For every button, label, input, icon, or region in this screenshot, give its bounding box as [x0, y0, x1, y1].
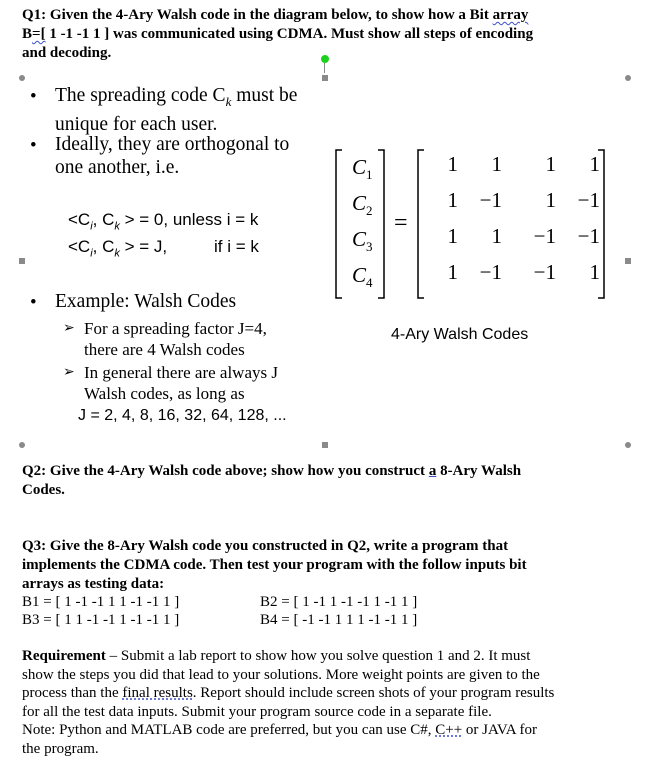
matrix-cell: 1 [589, 260, 600, 284]
bullet-icon: • [30, 86, 37, 107]
bit-array-b4: B4 = [ -1 -1 1 1 1 -1 -1 1 ] [260, 612, 418, 628]
bullet-orthogonal [55, 133, 289, 179]
bullet-spreading-code [55, 84, 297, 136]
requirement-paragraph [22, 647, 637, 758]
formula-2-right: > = J, [119, 237, 168, 256]
q2-line-1: Q2: Give the 4-Ary Walsh code above; show how you construct [22, 463, 429, 479]
sub1-line-1: For a spreading factor J=4, [84, 319, 267, 338]
formula-1-mid: , C [92, 210, 115, 229]
bullet-icon: • [30, 135, 37, 156]
final-results-word: final results [122, 685, 193, 701]
resize-handle-top[interactable] [322, 75, 328, 81]
bit-array-b2: B2 = [ 1 -1 1 -1 -1 1 -1 1 ] [260, 594, 418, 610]
matrix-cell: 1 [545, 188, 556, 212]
matrix-cell: 1 [447, 152, 458, 176]
matrix-cell: −1 [479, 188, 502, 212]
bit-array-b1: B1 = [ 1 -1 -1 1 1 -1 -1 1 ] [22, 594, 180, 610]
matrix-cell: 1 [491, 224, 502, 248]
q1-line-3: and decoding. [22, 45, 112, 61]
formula-2-sub-k: k [114, 247, 120, 260]
code-bracket-right [378, 150, 384, 298]
requirement-line-1: – Submit a lab report to show how you solve question 1 and 2. It must [105, 648, 531, 664]
sub2-line-2: Walsh codes, as long as [84, 384, 245, 403]
bullet-icon: • [30, 292, 37, 313]
requirement-line-3-pre: process than the [22, 685, 123, 701]
formula-orthogonal [68, 210, 258, 232]
matrix-cell: 1 [447, 224, 458, 248]
rotation-handle[interactable] [321, 55, 329, 63]
bullet-1-line-2: unique for each user. [55, 113, 218, 135]
formula-equal [68, 237, 167, 259]
matrix-cell: −1 [479, 260, 502, 284]
matrix-cell: 1 [447, 188, 458, 212]
matrix-cell: −1 [533, 260, 556, 284]
matrix-cell: 1 [491, 152, 502, 176]
matrix-cell: 1 [447, 260, 458, 284]
requirement-line-6: the program. [22, 740, 99, 757]
matrix-cell: −1 [533, 224, 556, 248]
bullet-1-line-1: The spreading code C [55, 85, 226, 106]
cpp-word: C++ [435, 722, 463, 738]
q3-line-3: arrays as testing data: [22, 576, 165, 592]
question-1 [22, 6, 622, 63]
sub2-line-3: J = 2, 4, 8, 16, 32, 64, 128, ... [78, 407, 287, 424]
q2-line-2: Codes. [22, 482, 65, 498]
formula-1-left: <C [68, 210, 91, 229]
sub-bullet-spreading-factor [84, 318, 267, 360]
requirement-line-3-post: . Report should include screen shots of your program results [192, 685, 555, 701]
bullet-2-line-1: Ideally, they are orthogonal to [55, 134, 290, 155]
matrix-caption: 4-Ary Walsh Codes [391, 326, 529, 343]
bit-array-b3: B3 = [ 1 1 -1 -1 1 -1 -1 1 ] [22, 612, 180, 628]
q3-line-2: implements the CDMA code. Then test your program with the follow inputs bit [22, 557, 527, 573]
matrix-cell: −1 [577, 188, 600, 212]
requirement-line-2: show the steps you did that lead to your solutions. More weight points are given to the [22, 666, 540, 683]
sub-bullet-general [84, 362, 278, 404]
formula-1-right: > = 0, unless i = k [119, 210, 259, 229]
formula-1-sub-i: i [90, 220, 93, 233]
resize-handle-top-left[interactable] [19, 75, 25, 81]
code-c1: $C_1$ [352, 155, 373, 183]
formula-1-sub-k: k [114, 220, 120, 233]
matrix-cell: 1 [545, 152, 556, 176]
example-title: Example: Walsh Codes [55, 291, 237, 312]
code-c4: $C_4$ [352, 263, 373, 291]
resize-handle-bottom[interactable] [322, 442, 328, 448]
sub1-line-2: there are 4 Walsh codes [84, 340, 245, 359]
requirement-line-5-post: or JAVA for [462, 722, 538, 738]
formula-2-condition: if i = k [214, 237, 259, 256]
requirement-line-5-pre: Note: Python and MATLAB code are preferred, but you can use C#, [22, 722, 436, 738]
arrow-bullet-icon: ➢ [63, 321, 75, 336]
bullet-2-line-2: one another, i.e. [55, 157, 180, 178]
formula-2-sub-i: i [90, 247, 93, 260]
resize-handle-top-right[interactable] [625, 75, 631, 81]
resize-handle-bottom-right[interactable] [625, 442, 631, 448]
question-3 [22, 537, 632, 594]
arrow-bullet-icon: ➢ [63, 365, 75, 380]
code-bracket-left [336, 150, 342, 298]
bullet-1-line-1-rest: must be [231, 85, 298, 106]
q2-line-1-post: 8-Ary Walsh [436, 463, 522, 479]
resize-handle-left[interactable] [19, 258, 25, 264]
bullet-1-subscript: k [225, 93, 232, 109]
q3-line-1: Q3: Give the 8-Ary Walsh code you constructed in Q2, write a program that [22, 538, 509, 554]
requirement-label: Requirement [22, 648, 106, 664]
code-c2: $C_2$ [352, 191, 373, 219]
matrix-cell: −1 [577, 224, 600, 248]
resize-handle-bottom-left[interactable] [19, 442, 25, 448]
formula-2-mid: , C [92, 237, 115, 256]
resize-handle-right[interactable] [625, 258, 631, 264]
question-2 [22, 462, 622, 500]
code-c3: $C_3$ [352, 227, 373, 255]
q1-line-2: 1 -1 -1 1 ] was communicated using CDMA. Must show all steps of encoding [45, 26, 534, 42]
equals-sign: = [394, 210, 408, 236]
q1-line-2-prefix: B [22, 26, 33, 42]
requirement-line-4: for all the test data inputs. Submit your program source code in a separate file. [22, 703, 492, 720]
q2-a-word: a [428, 463, 437, 479]
q1-line-1: Q1: Given the 4-Ary Walsh code in the diagram below, to show how a Bit [22, 7, 493, 23]
formula-2-left: <C [68, 237, 91, 256]
sub2-line-1: In general there are always J [84, 363, 278, 382]
q1-line-2-eq: =[ [32, 26, 46, 42]
matrix-cell: 1 [589, 152, 600, 176]
q1-array-word: array [492, 7, 529, 23]
